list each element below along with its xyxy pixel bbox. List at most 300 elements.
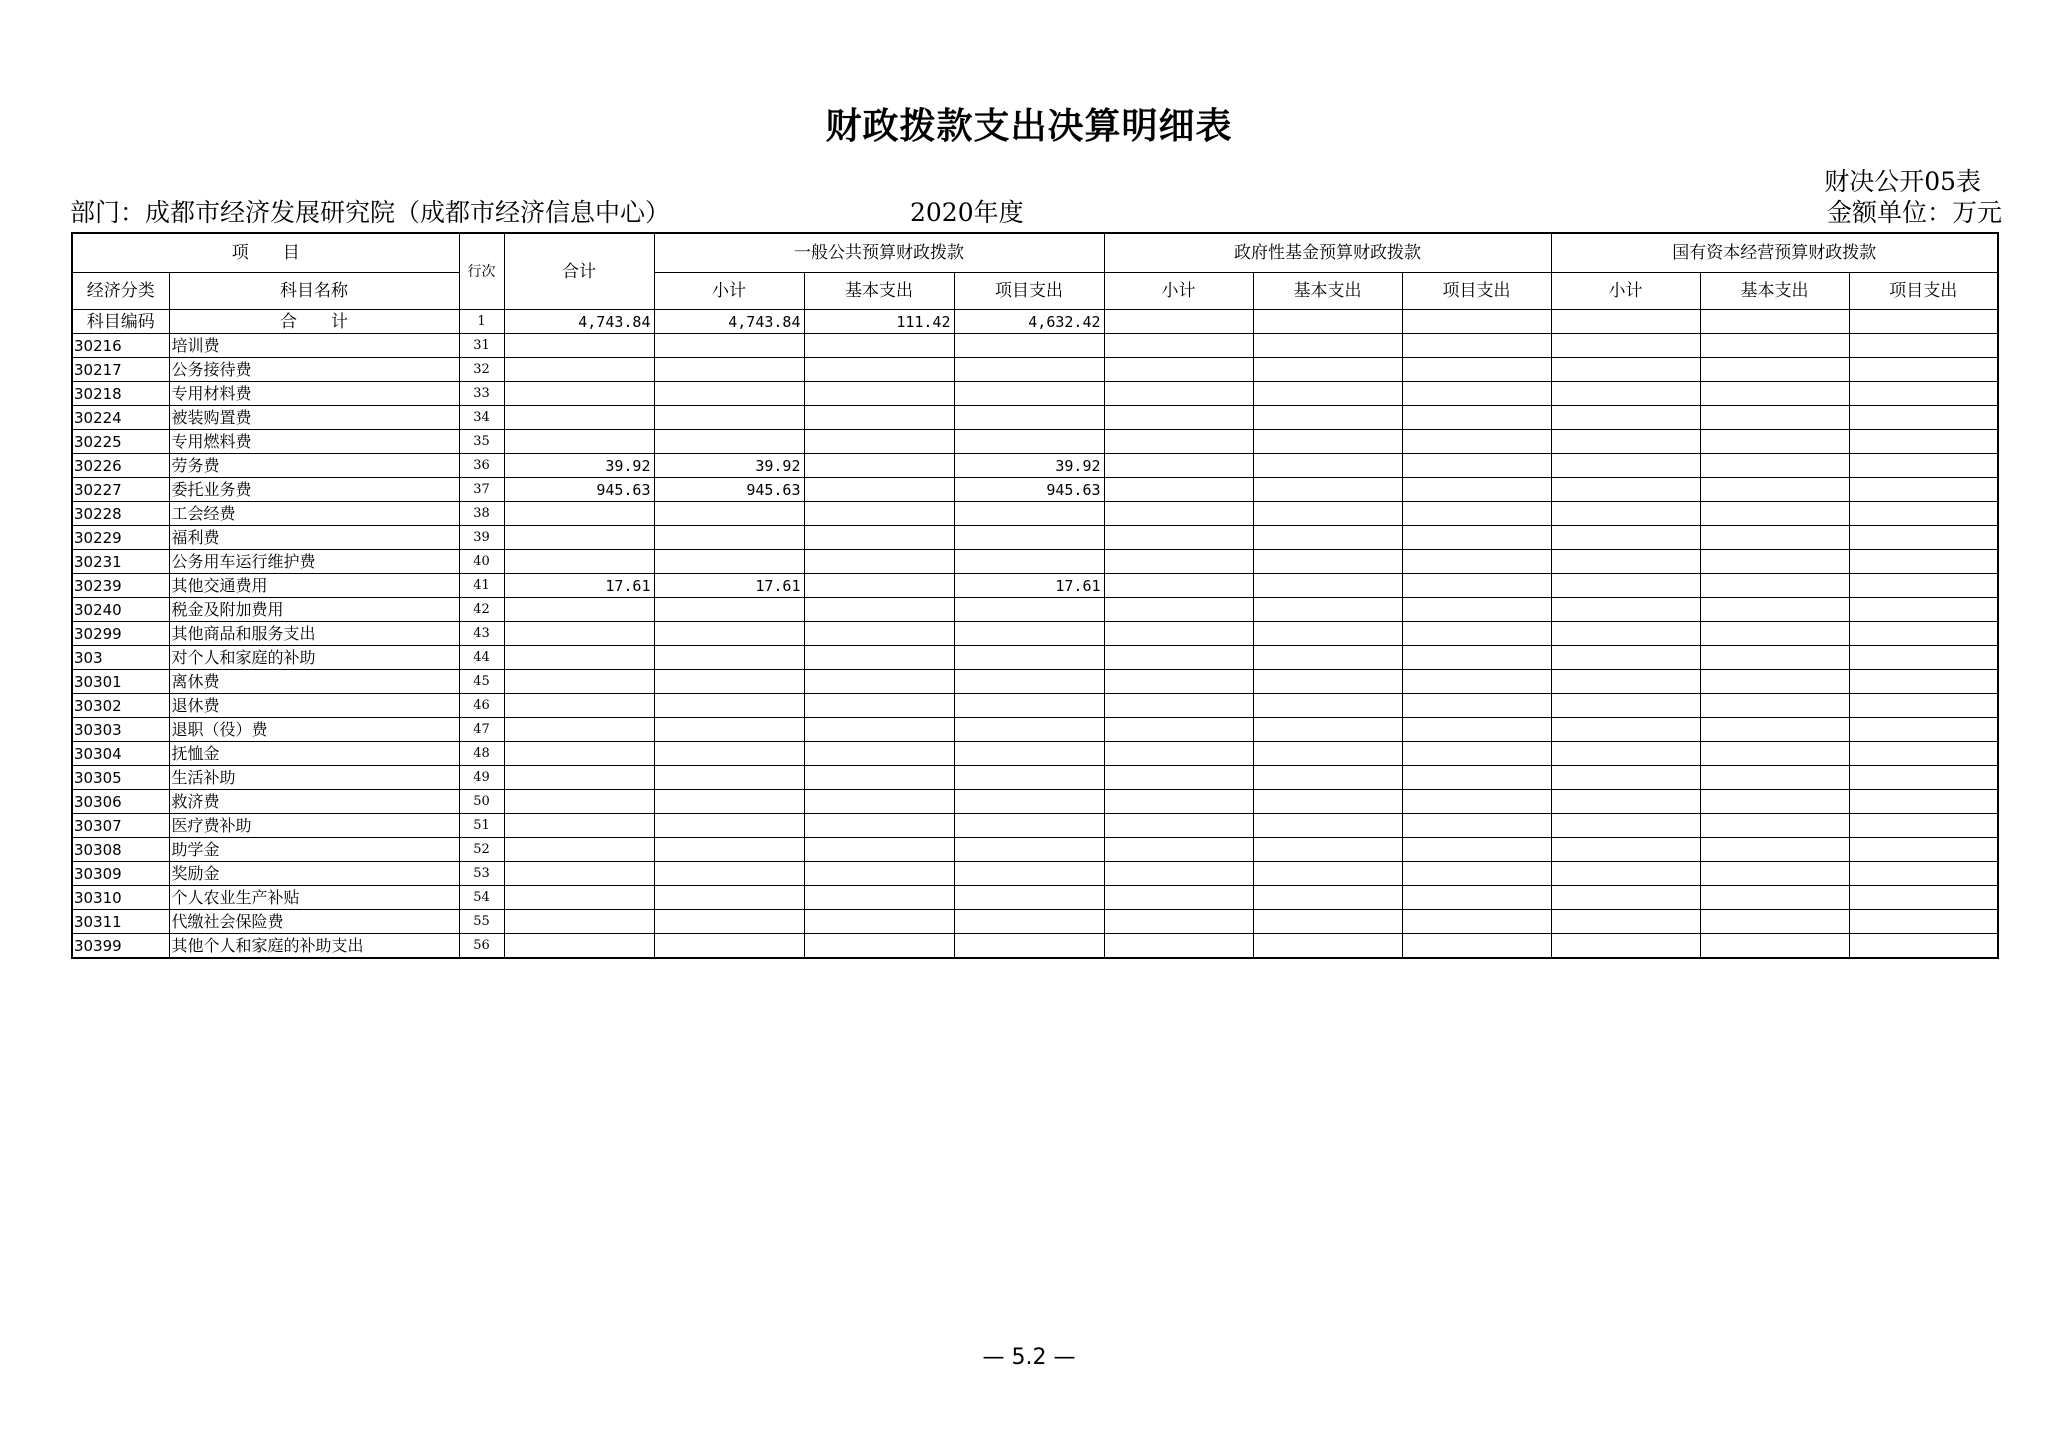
row-sc-project [1849, 646, 1998, 670]
row-sc-project [1849, 550, 1998, 574]
header-gf-subtotal: 小计 [1104, 273, 1253, 310]
row-line-no: 42 [459, 598, 504, 622]
row-gp-basic [804, 670, 954, 694]
row-gf-project [1402, 526, 1551, 550]
row-gp-subtotal: 39.92 [654, 454, 804, 478]
header-item: 项 目 [72, 233, 459, 273]
row-sc-subtotal [1551, 550, 1700, 574]
row-gp-basic [804, 790, 954, 814]
row-sc-basic [1700, 574, 1849, 598]
row-total [504, 430, 654, 454]
row-subject-name: 税金及附加费用 [169, 598, 459, 622]
row-sc-basic [1700, 646, 1849, 670]
row-subject-name: 其他交通费用 [169, 574, 459, 598]
row-sc-basic [1700, 886, 1849, 910]
row-gf-subtotal [1104, 742, 1253, 766]
row-line-no: 44 [459, 646, 504, 670]
row-gp-basic [804, 838, 954, 862]
row-code: 30301 [72, 670, 169, 694]
row-gf-basic [1253, 838, 1402, 862]
row-gp-subtotal: 945.63 [654, 478, 804, 502]
row-sc-basic [1700, 382, 1849, 406]
row-subject-name: 福利费 [169, 526, 459, 550]
row-gp-basic [804, 358, 954, 382]
row-total [504, 358, 654, 382]
row-subject-name: 生活补助 [169, 766, 459, 790]
row-gf-subtotal [1104, 814, 1253, 838]
row-gf-subtotal [1104, 430, 1253, 454]
header-code-line1: 经济分类 [72, 273, 169, 310]
row-code: 30306 [72, 790, 169, 814]
fiscal-year: 2020年度 [910, 198, 1024, 227]
row-sc-subtotal [1551, 814, 1700, 838]
row-total [504, 598, 654, 622]
row-total [504, 502, 654, 526]
row-gf-subtotal [1104, 502, 1253, 526]
row-total [504, 550, 654, 574]
row-gp-project [954, 406, 1104, 430]
row-gp-subtotal [654, 670, 804, 694]
row-gf-subtotal [1104, 646, 1253, 670]
page-title: 财政拨款支出决算明细表 [825, 105, 1233, 147]
row-subject-name: 医疗费补助 [169, 814, 459, 838]
row-sc-subtotal [1551, 718, 1700, 742]
row-code: 30399 [72, 934, 169, 959]
row-subject-name: 救济费 [169, 790, 459, 814]
row-sc-subtotal [1551, 502, 1700, 526]
row-gf-subtotal [1104, 598, 1253, 622]
total-gf-subtotal [1104, 310, 1253, 334]
row-total [504, 406, 654, 430]
row-sc-basic [1700, 910, 1849, 934]
row-total [504, 814, 654, 838]
row-sc-subtotal [1551, 406, 1700, 430]
header-gp-project: 项目支出 [954, 273, 1104, 310]
row-line-no: 54 [459, 886, 504, 910]
row-sc-subtotal [1551, 790, 1700, 814]
table-row [72, 574, 1998, 598]
row-subject-name: 公务用车运行维护费 [169, 550, 459, 574]
row-gf-project [1402, 358, 1551, 382]
row-gf-basic [1253, 598, 1402, 622]
row-gf-project [1402, 694, 1551, 718]
row-gp-project: 39.92 [954, 454, 1104, 478]
row-gf-project [1402, 646, 1551, 670]
table-row [72, 886, 1998, 910]
row-sc-project [1849, 694, 1998, 718]
row-gp-basic [804, 454, 954, 478]
row-gf-project [1402, 790, 1551, 814]
row-sc-basic [1700, 526, 1849, 550]
row-total [504, 694, 654, 718]
row-gp-subtotal [654, 358, 804, 382]
row-gf-subtotal [1104, 334, 1253, 358]
row-subject-name: 抚恤金 [169, 742, 459, 766]
row-line-no: 49 [459, 766, 504, 790]
row-sc-basic [1700, 502, 1849, 526]
row-subject-name: 委托业务费 [169, 478, 459, 502]
row-gp-subtotal [654, 742, 804, 766]
total-sc-subtotal [1551, 310, 1700, 334]
row-gf-basic [1253, 670, 1402, 694]
table-row [72, 838, 1998, 862]
total-row [72, 310, 1998, 334]
row-sc-subtotal [1551, 358, 1700, 382]
row-sc-subtotal [1551, 670, 1700, 694]
row-gp-project [954, 694, 1104, 718]
row-gf-basic [1253, 526, 1402, 550]
row-subject-name: 工会经费 [169, 502, 459, 526]
row-sc-basic [1700, 598, 1849, 622]
row-sc-subtotal [1551, 526, 1700, 550]
header-sc-basic: 基本支出 [1700, 273, 1849, 310]
row-total [504, 886, 654, 910]
row-gf-basic [1253, 406, 1402, 430]
row-sc-basic [1700, 358, 1849, 382]
row-gp-basic [804, 646, 954, 670]
header-gf-project: 项目支出 [1402, 273, 1551, 310]
row-gf-project [1402, 718, 1551, 742]
row-gp-subtotal [654, 598, 804, 622]
row-code: 30307 [72, 814, 169, 838]
row-total [504, 742, 654, 766]
row-gp-subtotal [654, 886, 804, 910]
row-code: 30228 [72, 502, 169, 526]
header-total: 合计 [504, 233, 654, 310]
row-gp-subtotal [654, 838, 804, 862]
row-gp-project [954, 718, 1104, 742]
row-gp-basic [804, 550, 954, 574]
row-sc-basic [1700, 406, 1849, 430]
row-gp-subtotal [654, 406, 804, 430]
row-gp-project [954, 886, 1104, 910]
row-gf-project [1402, 550, 1551, 574]
row-gp-basic [804, 430, 954, 454]
row-sc-basic [1700, 478, 1849, 502]
row-sc-basic [1700, 862, 1849, 886]
row-total [504, 862, 654, 886]
row-gf-project [1402, 406, 1551, 430]
header-general-budget: 一般公共预算财政拨款 [654, 233, 1104, 273]
row-gp-project [954, 862, 1104, 886]
row-gp-basic [804, 406, 954, 430]
row-code: 30231 [72, 550, 169, 574]
row-gp-project [954, 790, 1104, 814]
row-gf-basic [1253, 454, 1402, 478]
row-total [504, 622, 654, 646]
table-row [72, 718, 1998, 742]
row-total [504, 718, 654, 742]
row-gp-project [954, 430, 1104, 454]
row-code: 30216 [72, 334, 169, 358]
header-gp-basic: 基本支出 [804, 273, 954, 310]
row-code: 30239 [72, 574, 169, 598]
header-code-line2: 科目编码 [72, 310, 169, 334]
row-gf-subtotal [1104, 862, 1253, 886]
row-code: 30302 [72, 694, 169, 718]
row-line-no: 37 [459, 478, 504, 502]
total-gp-project: 4,632.42 [954, 310, 1104, 334]
row-sc-subtotal [1551, 694, 1700, 718]
row-gp-basic [804, 478, 954, 502]
row-line-no: 39 [459, 526, 504, 550]
table-row [72, 766, 1998, 790]
row-line-no: 51 [459, 814, 504, 838]
row-sc-subtotal [1551, 622, 1700, 646]
table-row [72, 358, 1998, 382]
row-sc-subtotal [1551, 598, 1700, 622]
row-code: 30218 [72, 382, 169, 406]
row-sc-subtotal [1551, 886, 1700, 910]
row-sc-basic [1700, 934, 1849, 959]
row-gf-project [1402, 814, 1551, 838]
row-code: 30309 [72, 862, 169, 886]
row-gp-basic [804, 334, 954, 358]
row-line-no: 50 [459, 790, 504, 814]
row-subject-name: 培训费 [169, 334, 459, 358]
row-gf-subtotal [1104, 838, 1253, 862]
total-sc-project [1849, 310, 1998, 334]
row-gp-subtotal [654, 430, 804, 454]
row-sc-project [1849, 670, 1998, 694]
row-gf-basic [1253, 382, 1402, 406]
row-gf-subtotal [1104, 886, 1253, 910]
row-gp-basic [804, 910, 954, 934]
row-gp-subtotal [654, 814, 804, 838]
row-subject-name: 退休费 [169, 694, 459, 718]
row-subject-name: 劳务费 [169, 454, 459, 478]
row-gp-basic [804, 502, 954, 526]
expenditure-table [71, 232, 1999, 959]
row-gf-subtotal [1104, 670, 1253, 694]
row-subject-name: 其他商品和服务支出 [169, 622, 459, 646]
page-number: — 5.2 — [982, 1345, 1076, 1370]
table-row [72, 910, 1998, 934]
row-sc-project [1849, 574, 1998, 598]
row-gf-basic [1253, 694, 1402, 718]
row-line-no: 56 [459, 934, 504, 959]
row-gp-project [954, 766, 1104, 790]
header-sc-subtotal: 小计 [1551, 273, 1700, 310]
row-line-no: 47 [459, 718, 504, 742]
row-gp-project: 17.61 [954, 574, 1104, 598]
table-row [72, 550, 1998, 574]
table-row [72, 454, 1998, 478]
table-row [72, 646, 1998, 670]
row-gp-project: 945.63 [954, 478, 1104, 502]
row-gp-basic [804, 934, 954, 959]
row-sc-subtotal [1551, 934, 1700, 959]
row-gp-basic [804, 766, 954, 790]
row-subject-name: 代缴社会保险费 [169, 910, 459, 934]
row-total: 39.92 [504, 454, 654, 478]
row-code: 30217 [72, 358, 169, 382]
row-line-no: 34 [459, 406, 504, 430]
row-sc-project [1849, 742, 1998, 766]
row-gf-subtotal [1104, 550, 1253, 574]
row-gf-subtotal [1104, 358, 1253, 382]
row-total [504, 382, 654, 406]
total-line-no: 1 [459, 310, 504, 334]
row-line-no: 35 [459, 430, 504, 454]
table-row [72, 502, 1998, 526]
row-gf-basic [1253, 358, 1402, 382]
row-line-no: 45 [459, 670, 504, 694]
row-sc-subtotal [1551, 574, 1700, 598]
row-code: 30240 [72, 598, 169, 622]
form-code: 财决公开05表 [1824, 167, 1981, 196]
row-code: 30308 [72, 838, 169, 862]
row-sc-subtotal [1551, 454, 1700, 478]
row-subject-name: 专用材料费 [169, 382, 459, 406]
table-row [72, 694, 1998, 718]
row-gp-basic [804, 382, 954, 406]
row-gf-subtotal [1104, 574, 1253, 598]
total-gf-project [1402, 310, 1551, 334]
row-code: 30305 [72, 766, 169, 790]
row-line-no: 53 [459, 862, 504, 886]
row-sc-project [1849, 454, 1998, 478]
row-gf-subtotal [1104, 406, 1253, 430]
row-line-no: 40 [459, 550, 504, 574]
row-gf-basic [1253, 334, 1402, 358]
row-gp-subtotal [654, 862, 804, 886]
row-gp-project [954, 526, 1104, 550]
row-gp-project [954, 502, 1104, 526]
row-gf-subtotal [1104, 622, 1253, 646]
row-sc-basic [1700, 742, 1849, 766]
row-gf-subtotal [1104, 910, 1253, 934]
row-sc-subtotal [1551, 862, 1700, 886]
table-row [72, 934, 1998, 959]
row-sc-project [1849, 526, 1998, 550]
row-gp-subtotal [654, 718, 804, 742]
row-gf-project [1402, 742, 1551, 766]
row-sc-subtotal [1551, 838, 1700, 862]
row-total [504, 526, 654, 550]
row-sc-project [1849, 478, 1998, 502]
row-line-no: 36 [459, 454, 504, 478]
row-gp-basic [804, 886, 954, 910]
row-sc-basic [1700, 814, 1849, 838]
header-gf-basic: 基本支出 [1253, 273, 1402, 310]
row-gp-basic [804, 742, 954, 766]
row-line-no: 52 [459, 838, 504, 862]
header-subject-name: 科目名称 [169, 273, 459, 310]
row-sc-subtotal [1551, 334, 1700, 358]
department-label: 部门：成都市经济发展研究院（成都市经济信息中心） [70, 198, 671, 227]
row-total [504, 910, 654, 934]
row-gp-project [954, 646, 1104, 670]
row-line-no: 38 [459, 502, 504, 526]
row-gf-basic [1253, 934, 1402, 959]
row-sc-project [1849, 430, 1998, 454]
row-subject-name: 退职（役）费 [169, 718, 459, 742]
table-row [72, 742, 1998, 766]
row-gp-subtotal [654, 910, 804, 934]
row-gf-basic [1253, 718, 1402, 742]
row-gp-basic [804, 526, 954, 550]
row-total [504, 934, 654, 959]
row-gp-project [954, 838, 1104, 862]
row-gf-project [1402, 910, 1551, 934]
row-gp-basic [804, 574, 954, 598]
table-row [72, 526, 1998, 550]
row-sc-basic [1700, 766, 1849, 790]
row-code: 30304 [72, 742, 169, 766]
row-sc-project [1849, 886, 1998, 910]
row-sc-project [1849, 622, 1998, 646]
row-gf-subtotal [1104, 694, 1253, 718]
table-row [72, 382, 1998, 406]
row-gf-project [1402, 838, 1551, 862]
row-gp-project [954, 814, 1104, 838]
row-sc-project [1849, 334, 1998, 358]
total-sc-basic [1700, 310, 1849, 334]
row-gf-basic [1253, 862, 1402, 886]
row-subject-name: 助学金 [169, 838, 459, 862]
row-sc-subtotal [1551, 430, 1700, 454]
row-gf-basic [1253, 766, 1402, 790]
row-gf-project [1402, 886, 1551, 910]
row-subject-name: 被装购置费 [169, 406, 459, 430]
row-gp-subtotal: 17.61 [654, 574, 804, 598]
row-sc-basic [1700, 670, 1849, 694]
row-sc-subtotal [1551, 766, 1700, 790]
header-row-1 [72, 233, 1998, 273]
row-total [504, 646, 654, 670]
row-gf-basic [1253, 886, 1402, 910]
row-sc-basic [1700, 454, 1849, 478]
total-amount: 4,743.84 [504, 310, 654, 334]
total-label: 合 计 [169, 310, 459, 334]
row-gf-project [1402, 766, 1551, 790]
row-gf-subtotal [1104, 382, 1253, 406]
row-gf-subtotal [1104, 454, 1253, 478]
row-sc-basic [1700, 334, 1849, 358]
row-code: 30224 [72, 406, 169, 430]
row-gf-basic [1253, 430, 1402, 454]
row-gp-project [954, 910, 1104, 934]
row-gp-project [954, 934, 1104, 959]
row-gf-project [1402, 622, 1551, 646]
row-sc-project [1849, 718, 1998, 742]
row-sc-project [1849, 382, 1998, 406]
row-gp-subtotal [654, 694, 804, 718]
total-gp-subtotal: 4,743.84 [654, 310, 804, 334]
row-gf-subtotal [1104, 478, 1253, 502]
row-gf-subtotal [1104, 526, 1253, 550]
table-row [72, 598, 1998, 622]
row-gf-basic [1253, 814, 1402, 838]
row-gf-basic [1253, 742, 1402, 766]
row-gf-basic [1253, 790, 1402, 814]
row-gp-project [954, 382, 1104, 406]
table-row [72, 862, 1998, 886]
table-row [72, 478, 1998, 502]
row-sc-subtotal [1551, 742, 1700, 766]
row-subject-name: 专用燃料费 [169, 430, 459, 454]
row-gf-subtotal [1104, 766, 1253, 790]
row-gf-basic [1253, 910, 1402, 934]
row-gf-basic [1253, 550, 1402, 574]
row-gp-project [954, 742, 1104, 766]
amount-unit: 金额单位：万元 [1826, 198, 2002, 227]
header-state-capital: 国有资本经营预算财政拨款 [1551, 233, 1998, 273]
row-gp-subtotal [654, 622, 804, 646]
row-sc-project [1849, 838, 1998, 862]
row-code: 303 [72, 646, 169, 670]
